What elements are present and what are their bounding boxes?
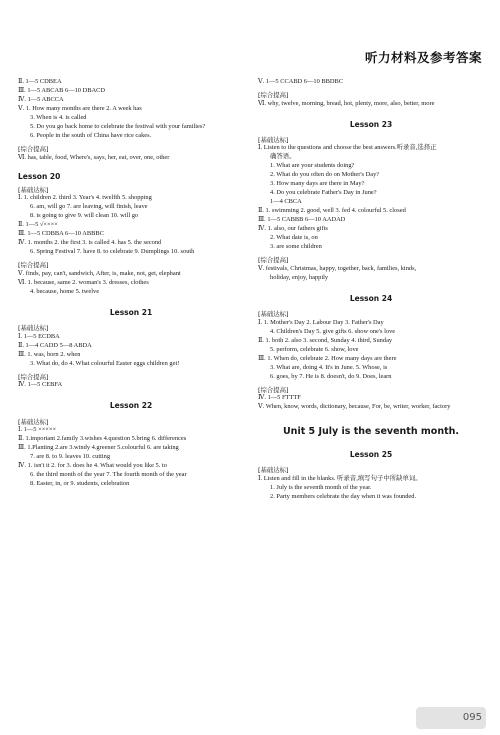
section-label: [综合提高]	[258, 385, 289, 394]
answer-line: Ⅳ. 1. isn't it 2. for 3. does he 4. What would you like 5. to	[18, 462, 167, 470]
answer-line: Ⅲ. 1—5 CABBB 6—10 AADAD	[258, 216, 346, 224]
answer-line: 2. Party members celebrate the day when it was founded.	[270, 493, 417, 501]
answer-line: Ⅳ. 1—5 ABCCA	[18, 96, 64, 103]
answer-line: Ⅳ. 1—5 CEBFA	[18, 381, 63, 389]
answer-line: 6. am, will go 7. are leaving, will finish, leave	[30, 203, 148, 211]
answer-line: Ⅳ. 1. months 2. the first 3. is called 4. has 5. the second	[18, 239, 162, 247]
answer-line: 6. the third month of the year 7. The fourth month of the year	[30, 471, 187, 479]
section-label: [综合提高]	[258, 91, 289, 99]
right-column	[258, 78, 484, 502]
answer-line: 5. Do you go back home to celebrate the festival with your families?	[30, 123, 206, 130]
answer-line: Ⅵ. 1. because, same 2. woman's 3. dresses, clothes	[18, 279, 149, 287]
lesson-heading: Lesson 24	[349, 294, 393, 304]
answer-line: Ⅱ. 1—5 √××××	[18, 221, 58, 229]
section-label: [综合提高]	[18, 372, 49, 381]
section-label: [基础达标]	[18, 417, 49, 426]
answer-line: 4. Children's Day 5. give gifts 6. show one's love	[270, 327, 396, 335]
section-label: [基础达标]	[258, 310, 289, 319]
left-column	[18, 78, 244, 489]
answer-line: Ⅴ. 1. How many months are there 2. A week has	[18, 105, 142, 112]
lesson-heading: Lesson 25	[349, 450, 393, 460]
answer-line: 1—4 CBCA	[270, 198, 302, 206]
answer-line: 7. are 8. to 9. leaves 10. cutting	[30, 453, 111, 461]
answer-line: Ⅰ. 1—5 ECDBA	[18, 332, 60, 340]
answer-line: Ⅰ. 1—5 ×××××	[18, 426, 57, 434]
answer-line: Ⅱ. 1. swimming 2. good, well 3. fed 4. colourful 5. closed	[258, 207, 406, 215]
answer-line: Ⅰ. 1. Mother's Day 2. Labour Day 3. Father's Day	[258, 318, 384, 326]
answer-line: 1. July is the seventh month of the year.	[270, 484, 372, 492]
answer-line: Ⅰ. 1. children 2. third 3. Year's 4. twelfth 5. shopping	[18, 194, 152, 202]
answer-line: Ⅲ. 1—5 ABCAB 6—10 DBACD	[18, 87, 105, 94]
answer-line: Ⅵ. has, table, food, Where's, says, her, eat, over, one, other	[18, 153, 170, 161]
unit-heading: Unit 5 July is the seventh month.	[282, 426, 460, 438]
answer-line: Ⅱ. 1.important 2.family 3.wishes 4.question 5.bring 6. differences	[18, 435, 187, 443]
section-label: [综合提高]	[18, 145, 49, 153]
answer-line: Ⅲ. 1. was, born 2. when	[18, 350, 81, 358]
answer-line: 8. is going to give 9. will clean 10. will go	[30, 212, 139, 220]
answer-line: Ⅴ. When, know, words, dictionary, because, For, be, writer, worker, factory	[258, 403, 451, 411]
answer-line: 5. perform, celebrate 6. show, love	[270, 345, 359, 353]
answer-line: 3. are some children	[270, 243, 322, 251]
answer-line: Ⅲ. 1. When do, celebrate 2. How many days are there	[258, 354, 397, 362]
answer-line: 6. Spring Festival 7. have 8. to celebrate 9. Dumplings 10. south	[30, 248, 195, 256]
answer-line: Ⅰ. Listen and fill in the blanks. 听录音,填写句子中所缺单词。	[258, 475, 422, 483]
answer-line: 3. When is 4. is called	[30, 114, 87, 121]
answer-line: 3. What are, doing 4. It's in June. 5. Whose, is	[270, 363, 388, 371]
lesson-heading: Lesson 21	[109, 308, 153, 318]
answer-line: Ⅰ. Listen to the questions and choose the best answers.听录音,选择正	[258, 144, 437, 152]
answer-line: 1. What are your students doing?	[270, 162, 355, 170]
page-number: 095	[462, 712, 482, 723]
lesson-heading: Lesson 20	[18, 171, 61, 181]
section-label: [基础达标]	[18, 185, 49, 194]
page-header	[0, 48, 500, 68]
answer-line: 4. Do you celebrate Father's Day in June?	[270, 189, 377, 197]
section-label: [综合提高]	[18, 261, 49, 270]
answer-line: 确答语。	[270, 153, 296, 161]
answer-line: 3. How many days are there in May?	[270, 180, 365, 188]
answer-line: 6. goes, by 7. He is 8. doesn't, do 9. Does, learn	[270, 372, 392, 380]
answer-line: 4. because, home 5. twelve	[30, 288, 100, 296]
page-title: 听力材料及参考答案	[364, 50, 482, 65]
section-label: [综合提高]	[258, 256, 289, 265]
lesson-heading: Lesson 23	[349, 119, 393, 129]
section-label: [基础达标]	[18, 324, 49, 333]
answer-line: Ⅴ. finds, pay, can't, sandwich, After, is, make, not, get, elephant	[18, 270, 181, 278]
answer-line: Ⅵ. why, twelve, morning, bread, hot, plenty, more, also, better, more	[258, 99, 435, 107]
answer-line: holiday, enjoy, happily	[270, 274, 329, 282]
section-label: [基础达标]	[258, 466, 289, 475]
answer-line: Ⅲ. 1—5 CDBBA 6—10 ABBBC	[18, 230, 104, 238]
answer-line: Ⅴ. 1—5 CCABD 6—10 BBDBC	[258, 78, 344, 85]
section-label: [基础达标]	[258, 135, 289, 144]
lesson-heading: Lesson 22	[109, 401, 153, 411]
answer-line: 6. People in the south of China have rice cakes.	[30, 132, 152, 139]
answer-line: 2. What do you often do on Mother's Day?	[270, 171, 380, 179]
answer-line: Ⅳ. 1. also, our fathers gifts	[258, 225, 328, 233]
answer-line: 2. What date is, on	[270, 234, 318, 242]
answer-line: Ⅲ. 1.Planting 2.are 3.windy 4.greener 5.colourful 6. are taking	[18, 444, 179, 452]
answer-line: Ⅱ. 1—4 CADD 5—8 ABDA	[18, 341, 92, 349]
answer-line: Ⅱ. 1. both 2. also 3. second, Sunday 4. third, Sunday	[258, 336, 393, 344]
answer-line: Ⅱ. 1—5 CDBEA	[18, 78, 62, 85]
answer-line: 3. What do, do 4. What colourful Easter eggs children get!	[30, 359, 180, 367]
answer-line: Ⅳ. 1—5 FTTTF	[258, 394, 301, 402]
answer-line: 8. Easter, in, or 9. students, celebration	[30, 480, 130, 488]
answer-line: Ⅴ. festivals, Christmas, happy, together, back, families, kinds,	[258, 265, 417, 273]
